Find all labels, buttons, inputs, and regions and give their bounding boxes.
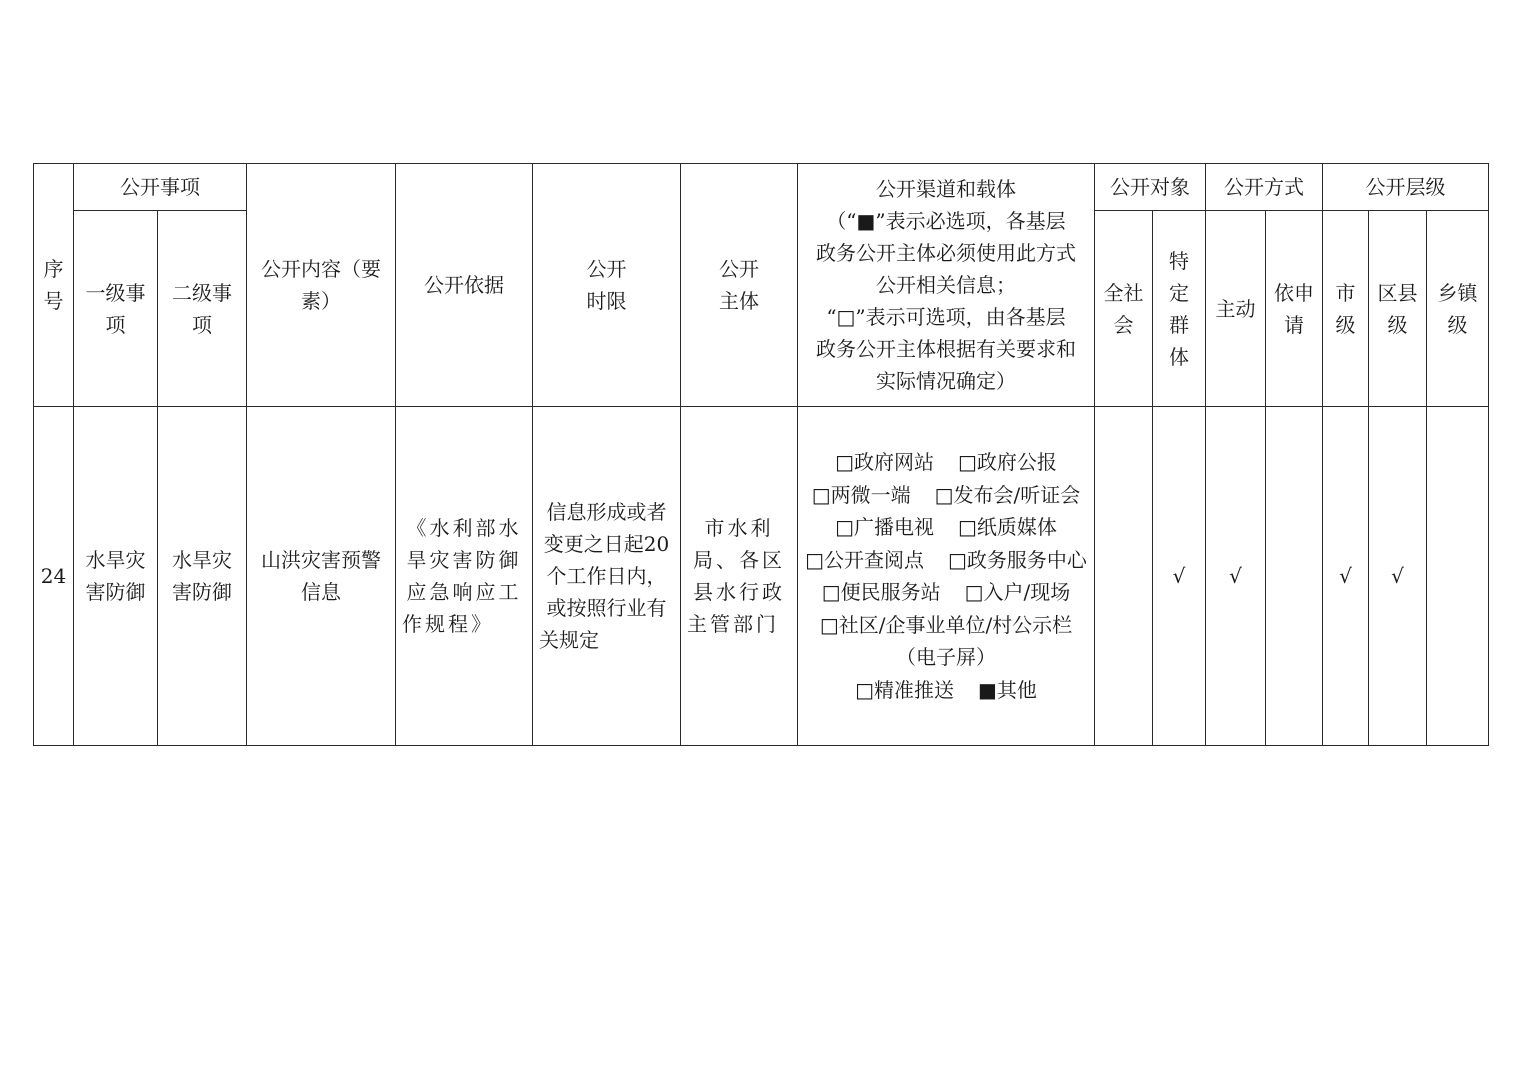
header-row-1 xyxy=(34,164,1489,211)
channel-option: ■其他 xyxy=(978,677,1037,702)
header-level-district xyxy=(1369,211,1427,407)
row-method-request xyxy=(1266,407,1323,746)
header-target-group: 公开对象 xyxy=(1095,164,1206,211)
row-target-specific-check: √ xyxy=(1153,407,1206,746)
header-matter-group: 公开事项 xyxy=(74,164,247,211)
channel-option: □两微一端 xyxy=(811,482,911,507)
header-matter-level2-line: 二级事 xyxy=(172,280,232,305)
channel-option: □入户/现场 xyxy=(964,580,1071,604)
header-time-limit-line: 公开 xyxy=(586,257,627,281)
header-basis: 公开依据 xyxy=(396,164,533,407)
header-target-all-line: 会 xyxy=(1113,312,1134,337)
row-channels xyxy=(798,407,1095,746)
header-level-city-line: 级 xyxy=(1335,312,1356,337)
header-matter-level2-line: 项 xyxy=(192,312,212,337)
header-channels-note: 政务公开主体必须使用此方式 xyxy=(816,241,1076,265)
row-level-district-check: √ xyxy=(1369,407,1427,746)
header-subject-line: 公开 xyxy=(719,257,759,281)
row-basis: 《水利部水旱灾害防御应急响应工作规程》 xyxy=(396,407,533,746)
row-target-all xyxy=(1095,407,1153,746)
channel-line xyxy=(804,544,1088,577)
channel-line xyxy=(804,511,1088,544)
header-matter-level2 xyxy=(158,211,247,407)
header-content-line: 素） xyxy=(301,289,341,313)
header-content-line: 公开内容（要 xyxy=(261,257,381,281)
channel-line xyxy=(804,576,1088,609)
channel-option: □社区/企事业单位/村公示栏（电子屏） xyxy=(819,612,1073,669)
header-channels xyxy=(798,164,1095,407)
header-channels-note: 实际情况确定） xyxy=(876,369,1016,393)
channel-option: □便民服务站 xyxy=(821,580,941,604)
header-target-all xyxy=(1095,211,1153,407)
header-subject xyxy=(681,164,798,407)
disclosure-table xyxy=(33,163,1489,746)
header-matter-level1-line: 项 xyxy=(105,312,126,337)
header-channels-note: （“■”表示必选项，各基层 xyxy=(826,209,1066,233)
header-channels-note: “□”表示可选项，由各基层 xyxy=(826,305,1066,329)
channel-line xyxy=(804,446,1088,479)
header-method-request-line: 依申 xyxy=(1274,280,1314,305)
header-level-town-line: 级 xyxy=(1447,312,1468,337)
header-target-specific-line: 特 xyxy=(1169,248,1189,273)
header-target-all-line: 全社 xyxy=(1103,280,1144,305)
header-matter-level1-line: 一级事 xyxy=(85,280,146,305)
channel-option: □政府网站 xyxy=(835,450,934,474)
header-channels-note: 公开相关信息； xyxy=(876,273,1016,297)
header-time-limit xyxy=(533,164,681,407)
row-method-active-check: √ xyxy=(1206,407,1266,746)
channel-option: □纸质媒体 xyxy=(958,515,1057,539)
header-target-specific-line: 定 xyxy=(1169,280,1189,305)
header-seq-line: 序 xyxy=(43,257,64,281)
channel-option: □发布会/听证会 xyxy=(934,482,1081,507)
header-method-request xyxy=(1266,211,1323,407)
row-seq: 24 xyxy=(34,407,74,746)
row-content: 山洪灾害预警信息 xyxy=(247,407,396,746)
channel-line xyxy=(804,674,1088,707)
channel-option: □公开查阅点 xyxy=(805,547,924,572)
header-level-district-line: 区县 xyxy=(1377,280,1418,305)
header-channels-note: 政务公开主体根据有关要求和 xyxy=(816,337,1076,361)
header-level-district-line: 级 xyxy=(1387,312,1408,337)
header-method-group: 公开方式 xyxy=(1206,164,1323,211)
channel-option: □政府公报 xyxy=(958,450,1057,474)
header-level-town-line: 乡镇 xyxy=(1437,280,1478,305)
header-method-active: 主动 xyxy=(1206,211,1266,407)
header-target-specific-line: 群 xyxy=(1169,312,1189,337)
header-seq xyxy=(34,164,74,407)
header-level-city xyxy=(1323,211,1369,407)
header-content xyxy=(247,164,396,407)
header-level-group: 公开层级 xyxy=(1323,164,1489,211)
channel-line xyxy=(804,479,1088,512)
header-level-city-line: 市 xyxy=(1335,280,1356,305)
row-level-town xyxy=(1427,407,1489,746)
channel-option: □精准推送 xyxy=(855,677,954,702)
channel-line xyxy=(804,609,1088,674)
header-subject-line: 主体 xyxy=(719,289,759,313)
header-time-limit-line: 时限 xyxy=(586,289,627,313)
row-time-limit: 信息形成或者变更之日起20个工作日内，或按照行业有关规定 xyxy=(533,407,681,746)
channel-option: □广播电视 xyxy=(835,515,934,539)
header-seq-line: 号 xyxy=(43,289,64,313)
row-subject: 市水利局、各区县水行政主管部门 xyxy=(681,407,798,746)
header-target-specific xyxy=(1153,211,1206,407)
header-matter-level1 xyxy=(74,211,158,407)
table-row xyxy=(34,407,1489,746)
channel-option: □政务服务中心 xyxy=(948,547,1087,572)
header-target-specific-line: 体 xyxy=(1169,344,1189,369)
row-level2: 水旱灾害防御 xyxy=(158,407,247,746)
row-level1: 水旱灾害防御 xyxy=(74,407,158,746)
header-channels-title: 公开渠道和载体 xyxy=(876,177,1016,201)
header-level-town xyxy=(1427,211,1489,407)
row-level-city-check: √ xyxy=(1323,407,1369,746)
header-method-request-line: 请 xyxy=(1284,312,1304,337)
